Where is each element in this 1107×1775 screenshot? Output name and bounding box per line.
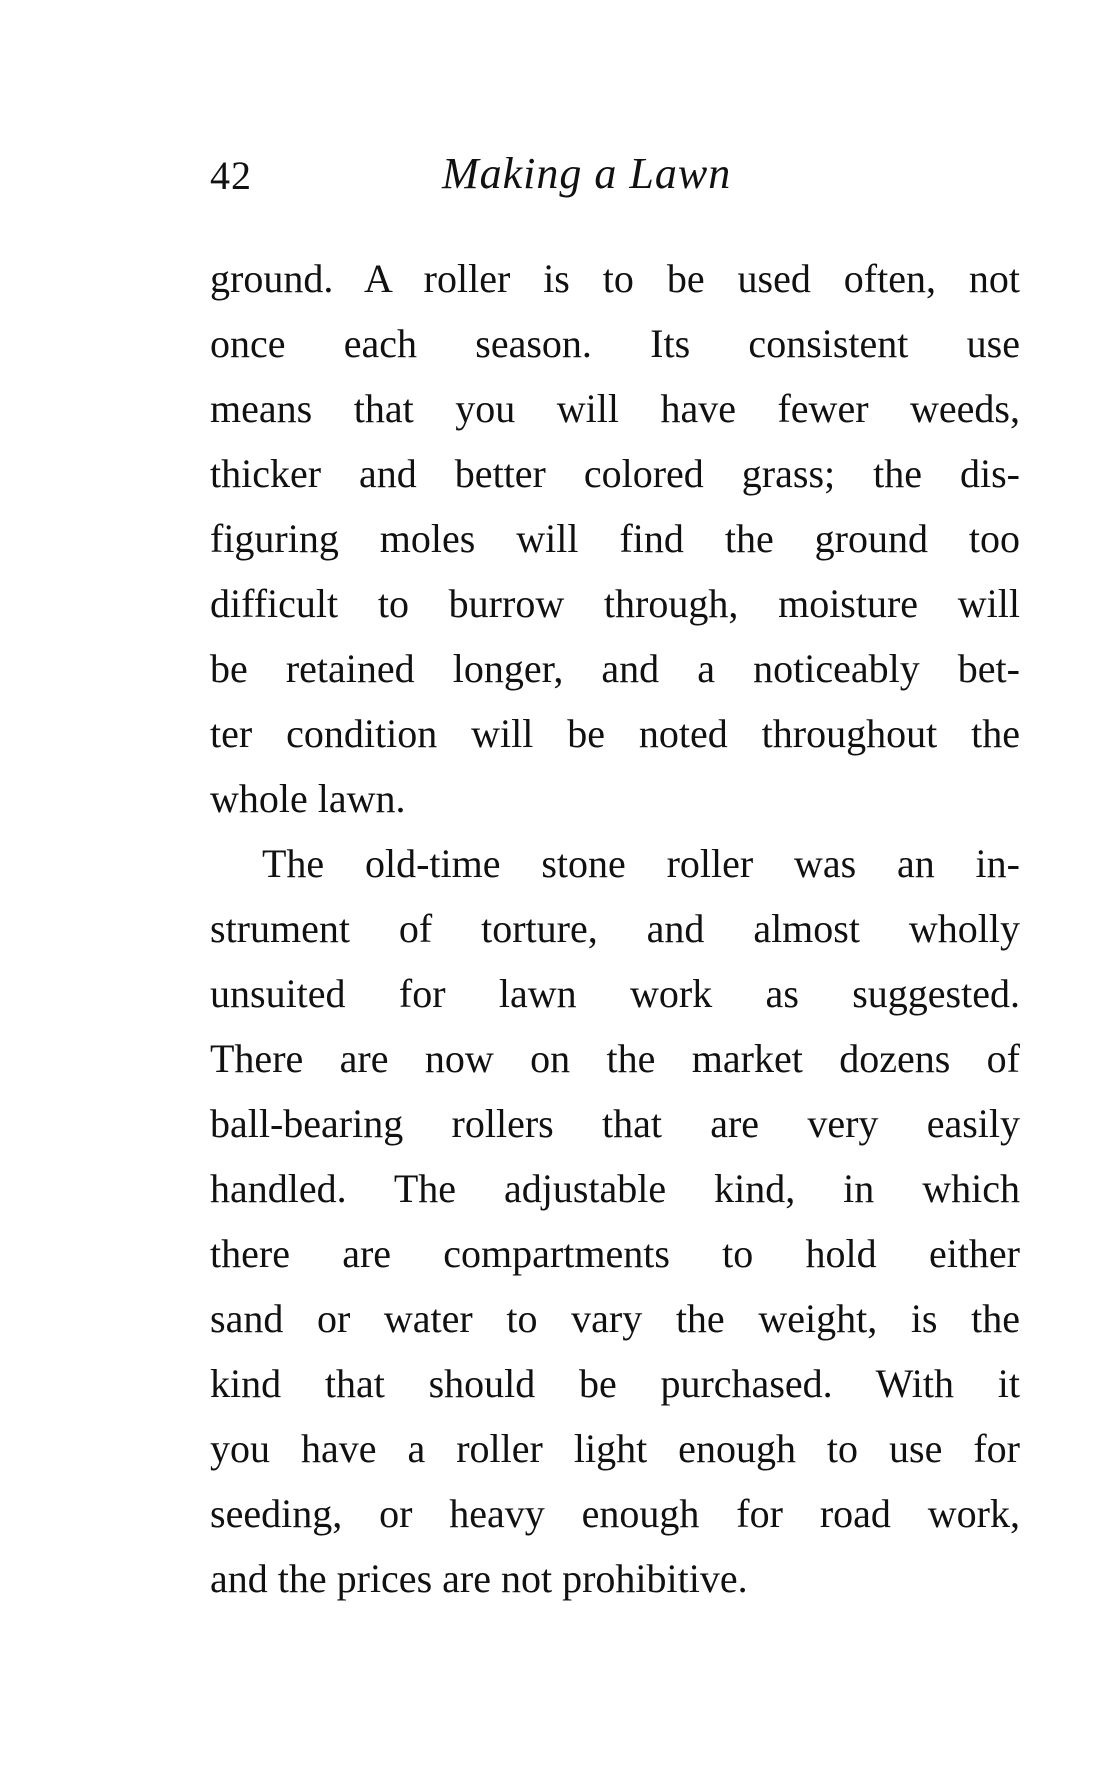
text-line: difficult to burrow through, moisture will bbox=[210, 581, 1020, 626]
text-line: and the prices are not prohibitive. bbox=[210, 1556, 748, 1601]
paragraph-2 bbox=[210, 831, 1020, 1611]
text-line: ter condition will be noted throughout the bbox=[210, 711, 1020, 756]
text-line: once each season. Its consistent use bbox=[210, 321, 1020, 366]
text-line: be retained longer, and a noticeably bet- bbox=[210, 646, 1020, 691]
text-line: you have a roller light enough to use for bbox=[210, 1426, 1020, 1471]
text-line: handled. The adjustable kind, in which bbox=[210, 1166, 1020, 1211]
text-line: seeding, or heavy enough for road work, bbox=[210, 1491, 1020, 1536]
text-line: There are now on the market dozens of bbox=[210, 1036, 1020, 1081]
text-line: figuring moles will find the ground too bbox=[210, 516, 1020, 561]
text-line: sand or water to vary the weight, is the bbox=[210, 1296, 1020, 1341]
text-line: means that you will have fewer weeds, bbox=[210, 386, 1020, 431]
text-line: kind that should be purchased. With it bbox=[210, 1361, 1020, 1406]
running-title: Making a Lawn bbox=[442, 149, 732, 198]
text-line: The old-time stone roller was an in- bbox=[262, 841, 1020, 886]
text-line: ground. A roller is to be used often, not bbox=[210, 256, 1020, 301]
body-text bbox=[210, 246, 1020, 1611]
text-line: unsuited for lawn work as suggested. bbox=[210, 971, 1020, 1016]
text-line: ball-bearing rollers that are very easily bbox=[210, 1101, 1020, 1146]
text-line: there are compartments to hold either bbox=[210, 1231, 1020, 1276]
page-header bbox=[210, 149, 1020, 212]
paragraph-1 bbox=[210, 246, 1020, 831]
page-number: 42 bbox=[210, 153, 252, 198]
text-line: thicker and better colored grass; the dis- bbox=[210, 451, 1020, 496]
text-line: strument of torture, and almost wholly bbox=[210, 906, 1020, 951]
text-line: whole lawn. bbox=[210, 776, 406, 821]
